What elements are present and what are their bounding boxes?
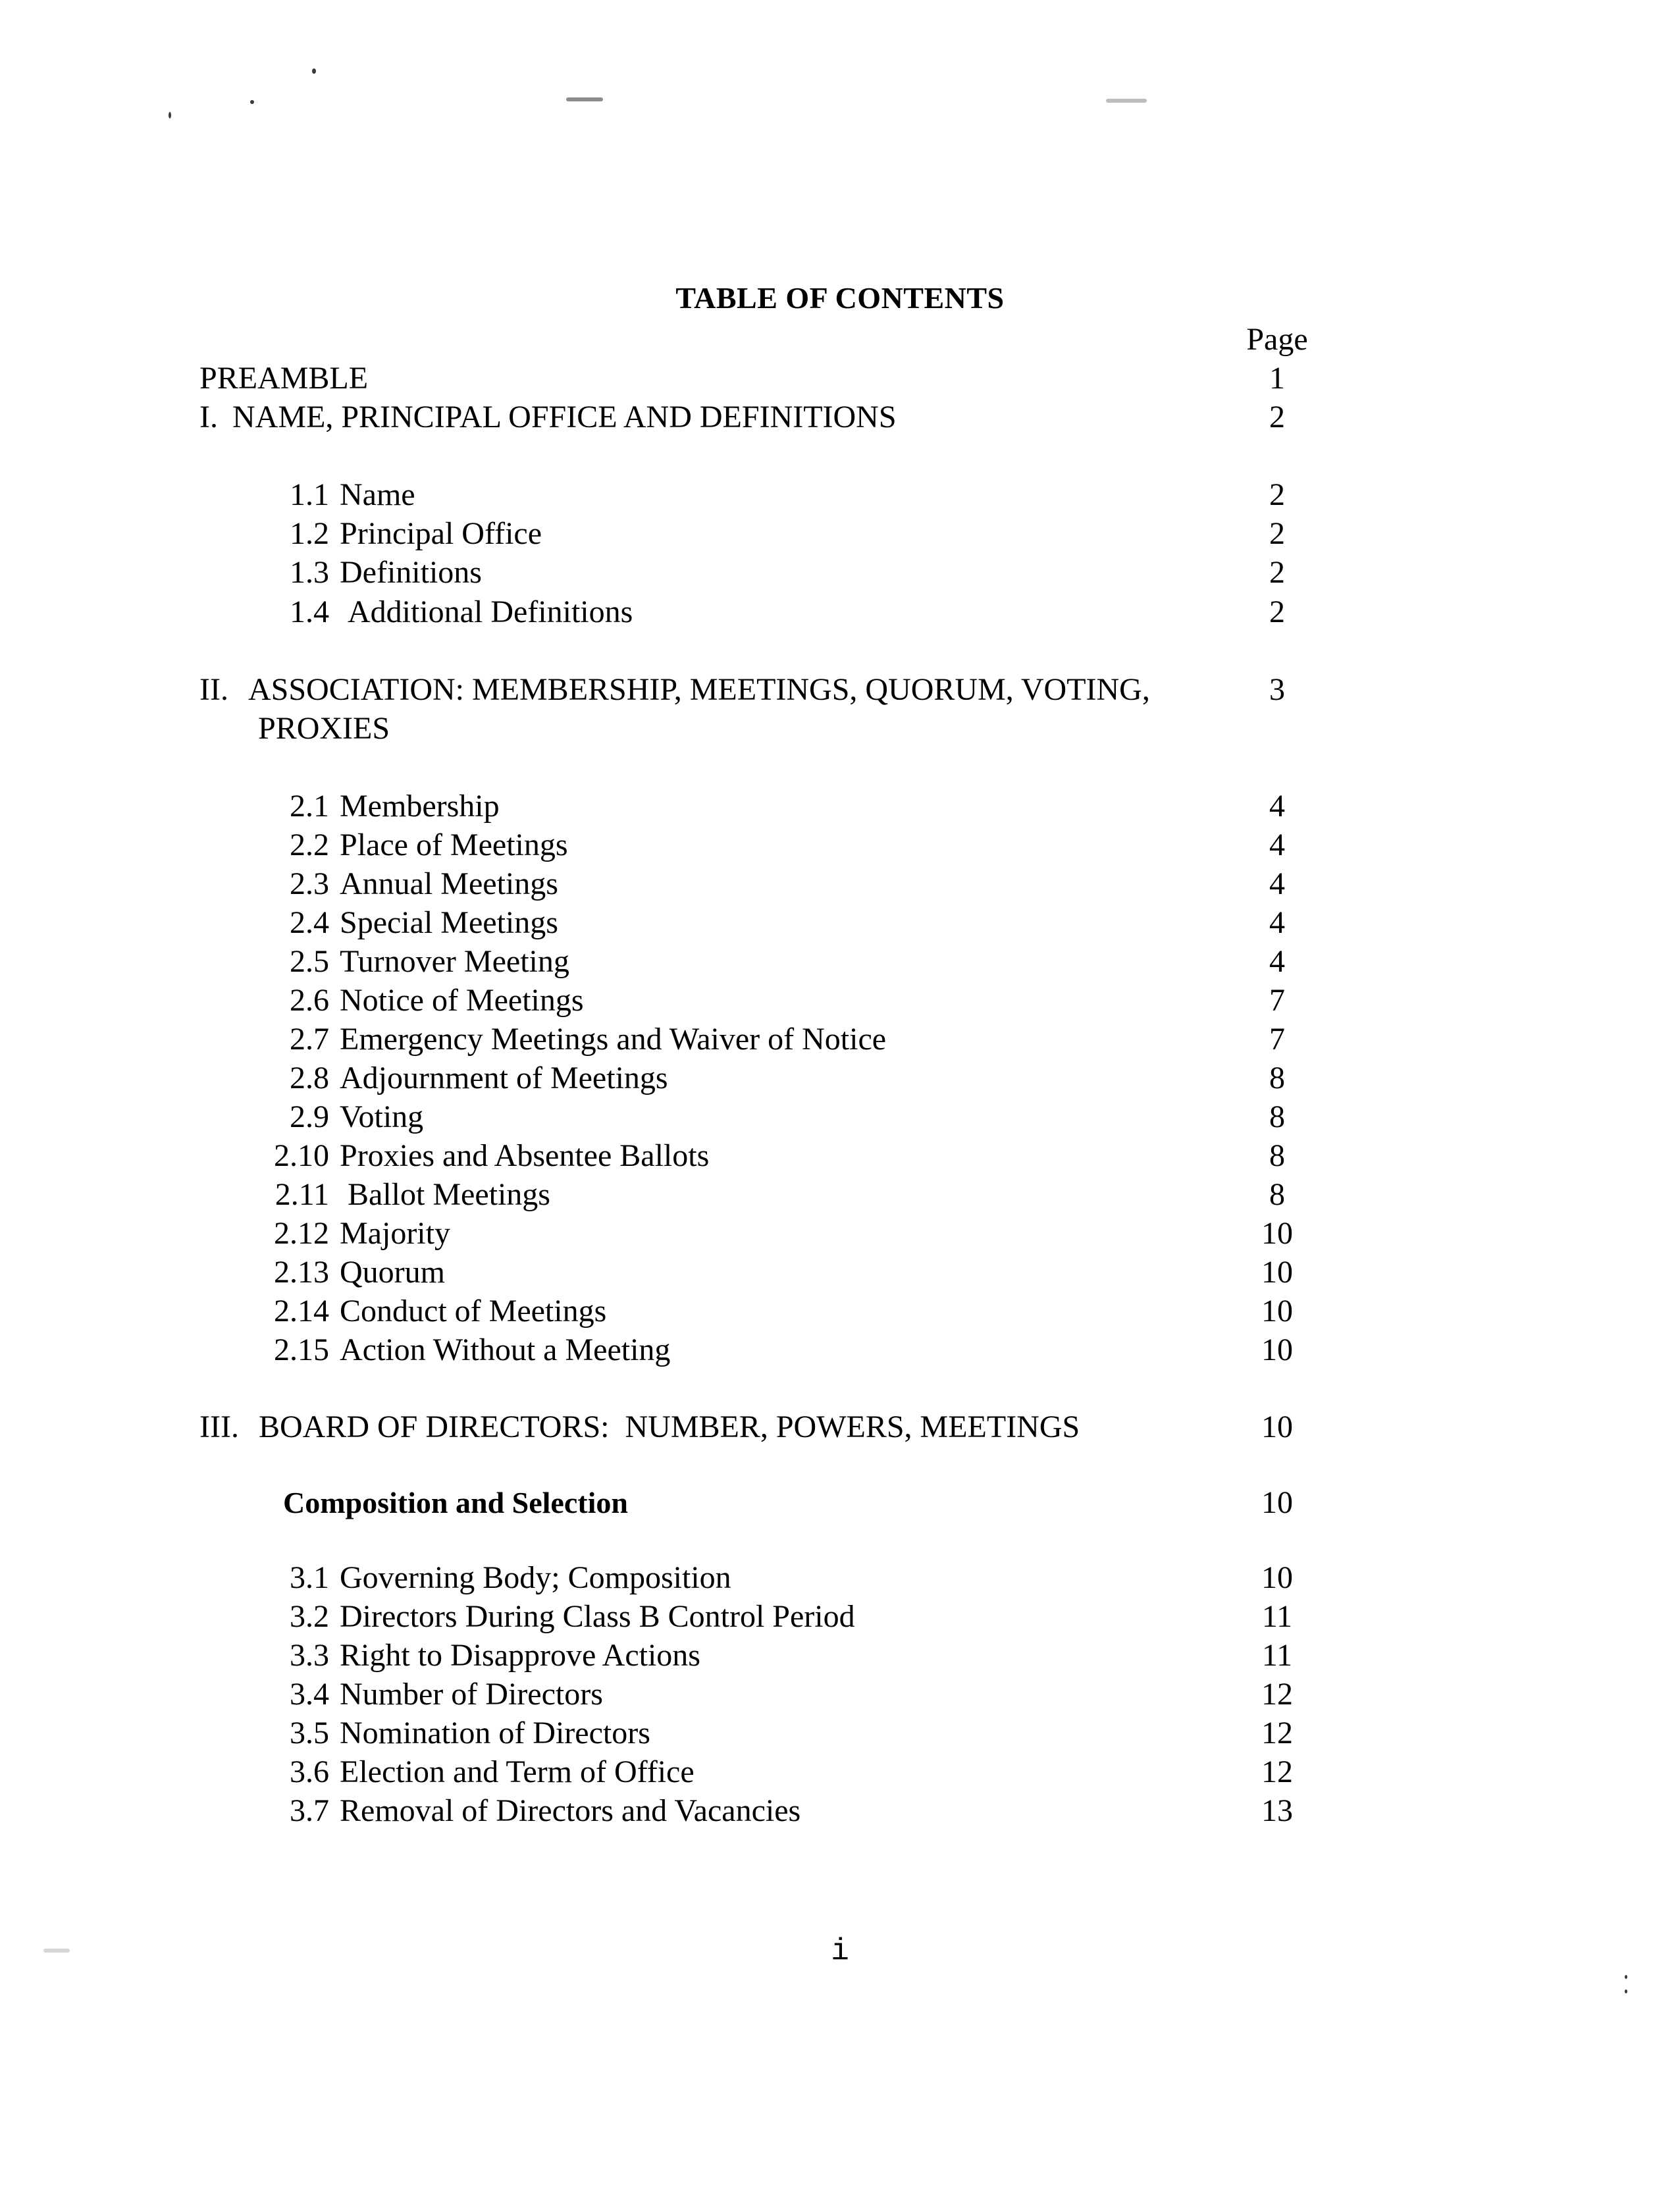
toc-entry-label: Adjournment of Meetings (340, 1061, 668, 1095)
toc-entry-label: Election and Term of Office (340, 1754, 695, 1789)
toc-entry (262, 514, 542, 554)
toc-entry-number: 2.9 (290, 1099, 329, 1134)
toc-entry-page: 10 (1261, 1332, 1293, 1367)
toc-entry-page: 13 (1261, 1793, 1293, 1828)
toc-entry-page: 4 (1269, 789, 1285, 824)
footer-page-number: i (831, 1934, 849, 1968)
toc-entry-page: 1 (1269, 361, 1285, 396)
toc-entry-page: 11 (1261, 1599, 1293, 1634)
toc-entry (262, 1558, 731, 1598)
toc-entry-number: 3.5 (290, 1716, 329, 1750)
toc-entry-page: 2 (1269, 555, 1285, 590)
toc-entry-page: 8 (1269, 1099, 1285, 1134)
toc-title: TABLE OF CONTENTS (675, 281, 1005, 315)
toc-entry-label: Removal of Directors and Vacancies (340, 1793, 801, 1828)
scan-smudge (1106, 99, 1147, 103)
toc-entry-page: 8 (1269, 1177, 1285, 1212)
toc-entry (262, 1714, 650, 1753)
toc-entry-number: 2.3 (290, 866, 329, 901)
toc-entry-page: 10 (1261, 1409, 1293, 1444)
toc-entry-page: 7 (1269, 983, 1285, 1018)
toc-entry (262, 1136, 709, 1176)
toc-entry (262, 1791, 801, 1831)
toc-entry-page: 10 (1261, 1485, 1293, 1520)
toc-entry-label: Conduct of Meetings (340, 1294, 607, 1328)
scan-smudge (566, 97, 603, 101)
toc-entry-page: 3 (1269, 672, 1285, 707)
toc-entry (262, 1253, 445, 1292)
toc-entry-page: 10 (1261, 1294, 1293, 1328)
toc-entry-label: Principal Office (340, 516, 542, 551)
toc-entry (262, 1175, 550, 1215)
toc-entry-label: Ballot Meetings (348, 1177, 550, 1212)
toc-subheading (283, 1483, 628, 1523)
toc-entry-number: 1.3 (290, 555, 329, 590)
toc-entry-continuation (258, 709, 390, 749)
toc-entry-label: Name (340, 477, 415, 512)
toc-entry (262, 553, 482, 592)
toc-entry-preamble (199, 359, 368, 398)
toc-entry-label: Proxies and Absentee Ballots (340, 1138, 710, 1173)
toc-entry-page: 7 (1269, 1022, 1285, 1057)
toc-entry-number: 2.13 (274, 1255, 329, 1290)
toc-entry-label: Composition and Selection (283, 1486, 628, 1519)
scan-speck (169, 112, 171, 118)
toc-entry-article-2 (199, 670, 1150, 710)
scan-speck (1625, 1975, 1627, 1979)
toc-entry (262, 1330, 670, 1370)
toc-entry-page: 4 (1269, 905, 1285, 940)
toc-entry-number: 2.8 (290, 1061, 329, 1095)
toc-entry-label: PREAMBLE (199, 361, 369, 396)
toc-entry-page: 10 (1261, 1560, 1293, 1595)
toc-entry-number: 3.7 (290, 1793, 329, 1828)
toc-entry-number: 2.12 (274, 1216, 329, 1251)
toc-entry-label: Voting (340, 1099, 424, 1134)
toc-entry-page: 2 (1269, 477, 1285, 512)
toc-entry (262, 475, 415, 515)
toc-entry-number: 2.10 (274, 1138, 329, 1173)
toc-entry (262, 1097, 423, 1137)
page-column-header: Page (1246, 322, 1308, 357)
toc-entry-number: 2.4 (290, 905, 329, 940)
toc-entry-number: 3.4 (290, 1677, 329, 1712)
toc-entry (262, 1214, 450, 1253)
toc-entry-page: 4 (1269, 866, 1285, 901)
toc-entry-article-3 (199, 1407, 1080, 1447)
toc-entry (262, 787, 500, 826)
toc-entry-number: 3.6 (290, 1754, 329, 1789)
toc-entry (262, 1059, 668, 1098)
scan-speck (250, 100, 254, 104)
toc-entry-page: 2 (1269, 516, 1285, 551)
toc-entry (262, 864, 558, 904)
toc-entry-label: NAME, PRINCIPAL OFFICE AND DEFINITIONS (232, 400, 897, 434)
toc-entry-number: 2.15 (274, 1332, 329, 1367)
toc-entry-page: 12 (1261, 1716, 1293, 1750)
toc-entry-label: Emergency Meetings and Waiver of Notice (340, 1022, 887, 1057)
toc-entry-label: Nomination of Directors (340, 1716, 650, 1750)
scan-speck (1625, 1989, 1627, 1993)
toc-entry-page: 10 (1261, 1216, 1293, 1251)
toc-entry-label: Turnover Meeting (340, 944, 569, 979)
toc-entry-label: Governing Body; Composition (340, 1560, 731, 1595)
toc-entry-article-1 (199, 398, 897, 437)
toc-entry-page: 2 (1269, 594, 1285, 629)
toc-entry-label: Place of Meetings (340, 828, 568, 862)
toc-entry-label: Special Meetings (340, 905, 558, 940)
toc-entry-page: 8 (1269, 1061, 1285, 1095)
toc-entry-label: Notice of Meetings (340, 983, 584, 1018)
toc-entry-label: Membership (340, 789, 500, 824)
toc-entry-label: PROXIES (258, 711, 390, 746)
toc-entry-number: 3.2 (290, 1599, 329, 1634)
toc-entry-number: 2.6 (290, 983, 329, 1018)
toc-entry-number: 2.7 (290, 1022, 329, 1057)
toc-entry (262, 981, 584, 1020)
toc-entry-number: 1.1 (290, 477, 329, 512)
toc-entry-page: 8 (1269, 1138, 1285, 1173)
toc-entry (262, 942, 569, 982)
toc-entry (262, 903, 558, 943)
toc-entry-number: 1.4 (290, 594, 329, 629)
toc-entry (262, 1292, 606, 1331)
toc-entry (262, 1597, 855, 1637)
toc-entry-page: 4 (1269, 828, 1285, 862)
toc-entry-number: 1.2 (290, 516, 329, 551)
toc-entry-label: Number of Directors (340, 1677, 603, 1712)
toc-entry-number: III. (199, 1409, 239, 1444)
toc-entry-label: Definitions (340, 555, 482, 590)
toc-entry-page: 12 (1261, 1754, 1293, 1789)
toc-entry-number: II. (199, 672, 228, 707)
scan-speck (312, 68, 316, 74)
toc-entry-page: 11 (1261, 1638, 1293, 1673)
toc-entry (262, 1020, 886, 1059)
toc-entry-number: 2.5 (290, 944, 329, 979)
toc-entry-number: 2.11 (275, 1177, 329, 1212)
toc-entry (262, 1675, 603, 1714)
toc-entry-number: 2.1 (290, 789, 329, 824)
toc-entry-label: BOARD OF DIRECTORS: NUMBER, POWERS, MEETINGS (258, 1409, 1080, 1444)
toc-entry-label: Annual Meetings (340, 866, 558, 901)
toc-entry-page: 2 (1269, 400, 1285, 434)
toc-entry (262, 592, 633, 632)
toc-entry (262, 1636, 700, 1675)
toc-entry-label: Directors During Class B Control Period (340, 1599, 855, 1634)
toc-entry-page: 4 (1269, 944, 1285, 979)
toc-entry-page: 10 (1261, 1255, 1293, 1290)
toc-entry-page: 12 (1261, 1677, 1293, 1712)
toc-entry-number: 2.14 (274, 1294, 329, 1328)
toc-entry (262, 1752, 695, 1792)
toc-entry-label: Quorum (340, 1255, 445, 1290)
toc-entry-label: Right to Disapprove Actions (340, 1638, 700, 1673)
toc-entry (262, 826, 568, 865)
toc-entry-number: 3.1 (290, 1560, 329, 1595)
toc-entry-number: I. (199, 400, 218, 434)
toc-entry-label: Action Without a Meeting (340, 1332, 671, 1367)
toc-entry-label: Additional Definitions (348, 594, 633, 629)
toc-entry-label: Majority (340, 1216, 450, 1251)
toc-entry-number: 3.3 (290, 1638, 329, 1673)
toc-entry-label: ASSOCIATION: MEMBERSHIP, MEETINGS, QUORUM, VOTING, (248, 672, 1150, 707)
toc-entry-number: 2.2 (290, 828, 329, 862)
